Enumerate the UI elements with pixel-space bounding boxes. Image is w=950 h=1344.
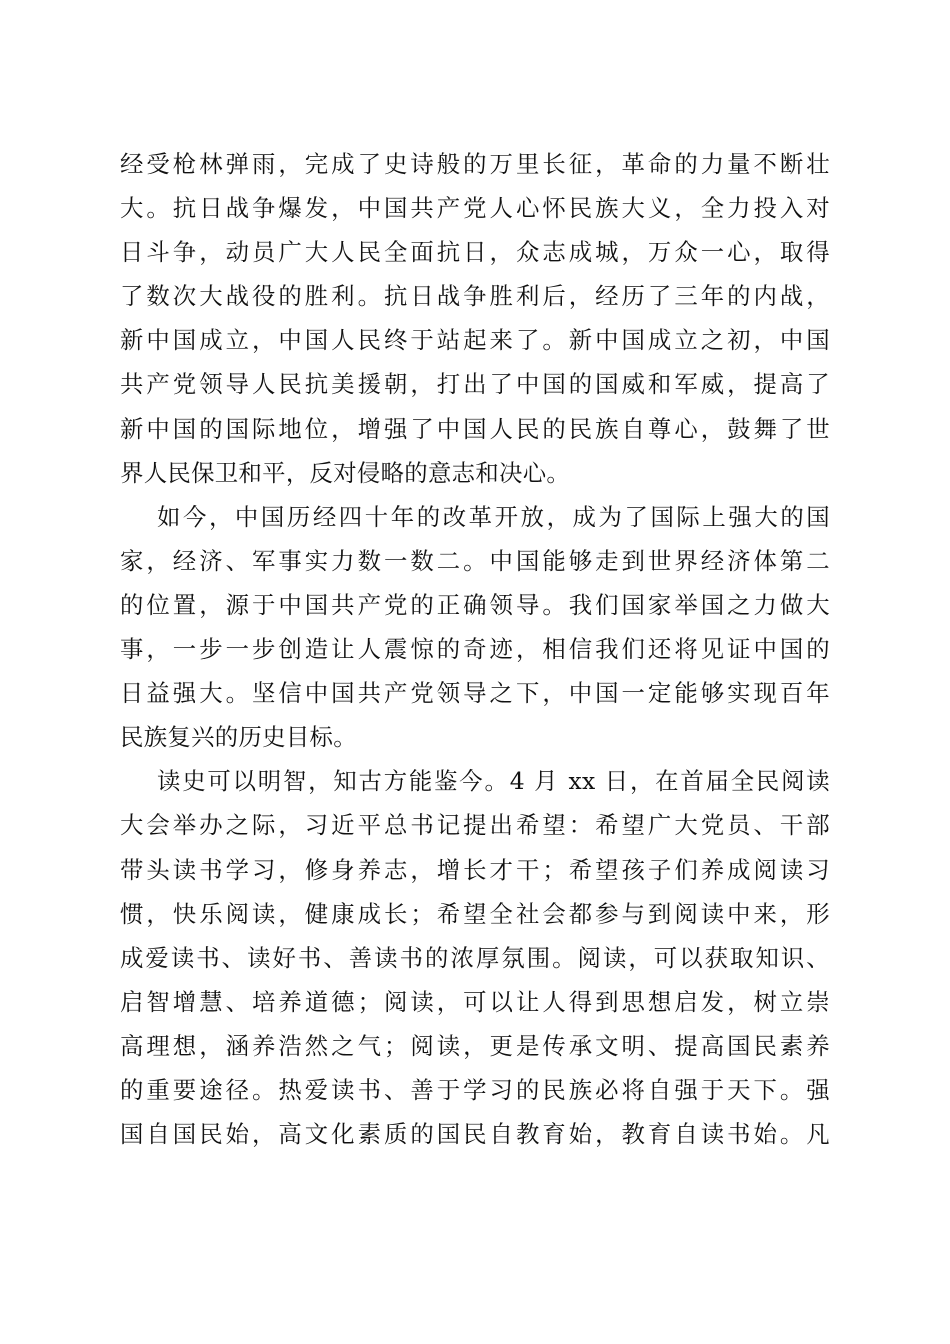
text-line: 界人民保卫和平，反对侵略的意志和决心。: [120, 458, 571, 487]
text-line: 了数次大战役的胜利。抗日战争胜利后，经历了三年的内战，: [120, 282, 830, 311]
text-line: 日益强大。坚信中国共产党领导之下，中国一定能够实现百年: [120, 679, 830, 708]
text-line: 如今，中国历经四十年的改革开放，成为了国际上强大的国: [157, 502, 830, 531]
text-line: 家，经济、军事实力数一数二。中国能够走到世界经济体第二: [120, 546, 830, 575]
body-text: [120, 142, 830, 1156]
text-line: 民族复兴的历史目标。: [120, 723, 357, 752]
text-line: 共产党领导人民抗美援朝，打出了中国的国威和军威，提高了: [120, 370, 830, 399]
text-line: 经受枪林弹雨，完成了史诗般的万里长征，革命的力量不断壮: [120, 150, 830, 178]
text-line: 高理想，涵养浩然之气；阅读，更是传承文明、提高国民素养: [120, 1031, 830, 1060]
text-line: 惯，快乐阅读，健康成长；希望全社会都参与到阅读中来，形: [120, 899, 830, 928]
text-line: 启智增慧、培养道德；阅读，可以让人得到思想启发，树立崇: [120, 987, 830, 1016]
text-line: 带头读书学习，修身养志，增长才干；希望孩子们养成阅读习: [120, 855, 830, 884]
text-line: 的位置，源于中国共产党的正确领导。我们国家举国之力做大: [120, 590, 830, 619]
text-line: 大。抗日战争爆发，中国共产党人心怀民族大义，全力投入对: [120, 194, 830, 223]
text-line: 的重要途径。热爱读书、善于学习的民族必将自强于天下。强: [120, 1075, 830, 1104]
text-line: 日斗争，动员广大人民全面抗日，众志成城，万众一心，取得: [120, 238, 830, 267]
text-line: 成爱读书、读好书、善读书的浓厚氛围。阅读，可以获取知识、: [120, 943, 830, 972]
text-line: 大会举办之际，习近平总书记提出希望：希望广大党员、干部: [120, 811, 830, 840]
text-line: 国自国民始，高文化素质的国民自教育始，教育自读书始。凡: [120, 1120, 830, 1149]
text-line: 事，一步一步创造让人震惊的奇迹，相信我们还将见证中国的: [120, 635, 830, 664]
text-line: 新中国成立，中国人民终于站起来了。新中国成立之初，中国: [120, 326, 830, 355]
text-line: 读史可以明智，知古方能鉴今。4 月 xx 日，在首届全民阅读: [157, 767, 830, 796]
text-line: 新中国的国际地位，增强了中国人民的民族自尊心，鼓舞了世: [120, 414, 830, 443]
